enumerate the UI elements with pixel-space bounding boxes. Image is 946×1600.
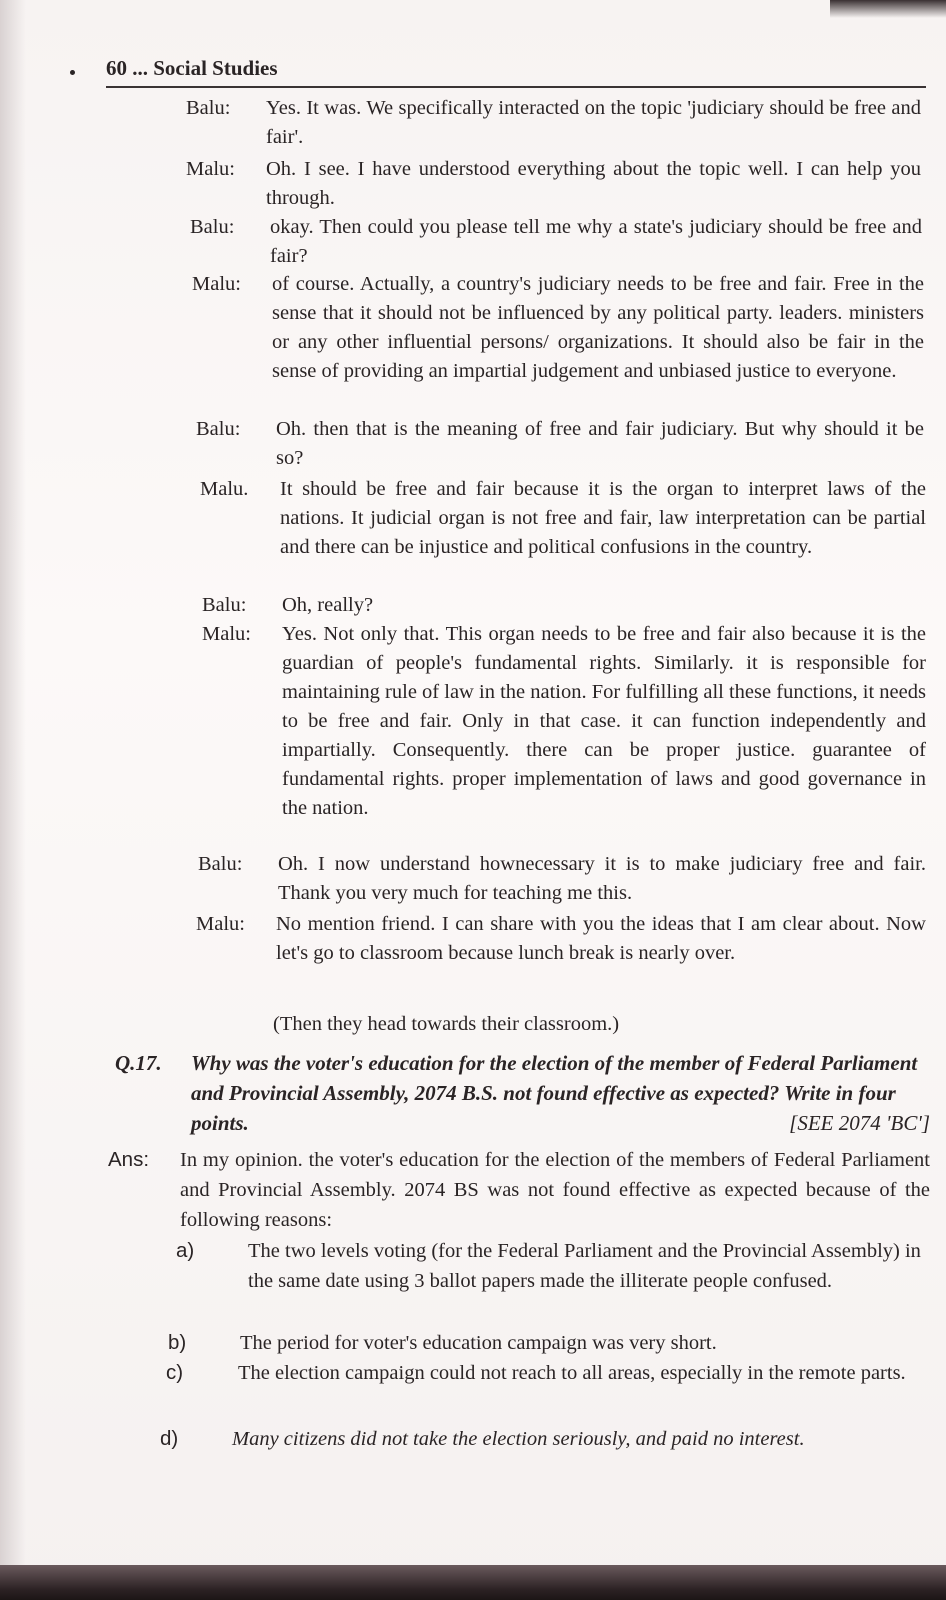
speech-text: Yes. It was. We specifically interacted on the topic 'judiciary should be free and fair'. [266, 97, 921, 148]
page-corner-shadow [830, 0, 946, 18]
dialogue-line [202, 591, 926, 620]
dialogue-line [186, 94, 926, 152]
speech-text: It should be free and fair because it is the organ to interpret laws of the nations. It judicial organ is not free and fair, law interpretation can be partial and there can be injustice and political confusions in the country. [280, 478, 926, 558]
answer-label: Ans: [108, 1148, 150, 1171]
dialogue-line [202, 620, 926, 823]
stage-direction: (Then they head towards their classroom.) [273, 1013, 620, 1035]
speech-text: of course. Actually, a country's judiciary needs to be free and fair. Free in the sense that it should not be influenced by any political party. leaders. ministers or any other influential persons/ organizations. It should also be fair in the sense of providing an impartial judgement and unbiased justice to everyone. [272, 273, 924, 382]
speaker-label: Balu: [202, 594, 247, 616]
answer-point [166, 1358, 926, 1388]
question-text-wrap [191, 1048, 930, 1138]
speech-text: Oh. I see. I have understood everything about the topic well. I can help you through. [266, 158, 921, 209]
point-label: d) [160, 1427, 179, 1450]
question-text: Why was the voter's education for the election of the member of Federal Parliament and Provincial Assembly, 2074 B.S. not found effective as expected? Write in four points. [191, 1051, 918, 1135]
speaker-label: Balu: [186, 97, 231, 119]
answer-block [108, 1145, 930, 1235]
dialogue-line [196, 910, 926, 968]
answer-point [168, 1328, 926, 1358]
point-text: The election campaign could not reach to all areas, especially in the remote parts. [238, 1362, 906, 1384]
speech-text: Yes. Not only that. This organ needs to be free and fair also because it is the guardian of people's fundamental rights. Similarly. it is responsible for maintaining rule of law in the nation. For fulfilling all these functions, it needs to be free and fair. Only in that case. it can function independently and impartially. Consequently. there can be proper justice. guarantee of fundamental rights. proper implementation of laws and good governance in the nation. [282, 623, 926, 819]
speaker-label: Balu: [190, 216, 235, 238]
dialogue-line [192, 270, 926, 386]
page-header [106, 52, 926, 88]
point-label: c) [166, 1361, 184, 1384]
answer-point [176, 1236, 926, 1296]
speech-text: Oh. I now understand hownecessary it is to make judiciary free and fair. Thank you very much for teaching me this. [278, 853, 926, 904]
point-text: The period for voter's education campaign was very short. [240, 1332, 717, 1354]
speaker-label: Malu: [196, 913, 245, 935]
speaker-label: Balu: [196, 418, 241, 440]
point-label: a) [176, 1239, 195, 1262]
question-block [115, 1048, 930, 1138]
speaker-label: Malu: [202, 623, 251, 645]
question-reference: [SEE 2074 'BC'] [789, 1111, 930, 1135]
dialogue-line [196, 415, 926, 473]
speech-text: No mention friend. I can share with you the ideas that I am clear about. Now let's go to classroom because lunch break is nearly over. [276, 913, 926, 964]
speech-text: okay. Then could you please tell me why a state's judiciary should be free and fair? [270, 216, 922, 267]
answer-intro: In my opinion. the voter's education for the election of the members of Federal Parliament and Provincial Assembly. 2074 BS was not found effective as expected because of the following reasons: [180, 1149, 930, 1231]
answer-point [160, 1424, 926, 1454]
speaker-label: Malu. [200, 478, 249, 500]
dialogue-line [200, 475, 926, 562]
speech-text: Oh, really? [282, 594, 374, 616]
point-text: Many citizens did not take the election seriously, and paid no interest. [232, 1428, 805, 1450]
point-label: b) [168, 1331, 187, 1354]
page-bottom-shadow [0, 1565, 946, 1600]
speaker-label: Malu: [186, 158, 235, 180]
speaker-label: Malu: [192, 273, 241, 295]
question-number: Q.17. [115, 1051, 162, 1075]
speaker-label: Balu: [198, 853, 243, 875]
page-title: 60 ... Social Studies [106, 56, 278, 80]
point-text: The two levels voting (for the Federal Parliament and the Provincial Assembly) in the same date using 3 ballot papers made the illiterate people confused. [248, 1240, 921, 1292]
dialogue-line [190, 213, 926, 271]
dialogue-line [198, 850, 926, 908]
speech-text: Oh. then that is the meaning of free and fair judiciary. But why should it be so? [276, 418, 924, 469]
page-edge-shadow [0, 0, 26, 1600]
dialogue-line [186, 155, 926, 213]
margin-dot [70, 70, 75, 75]
